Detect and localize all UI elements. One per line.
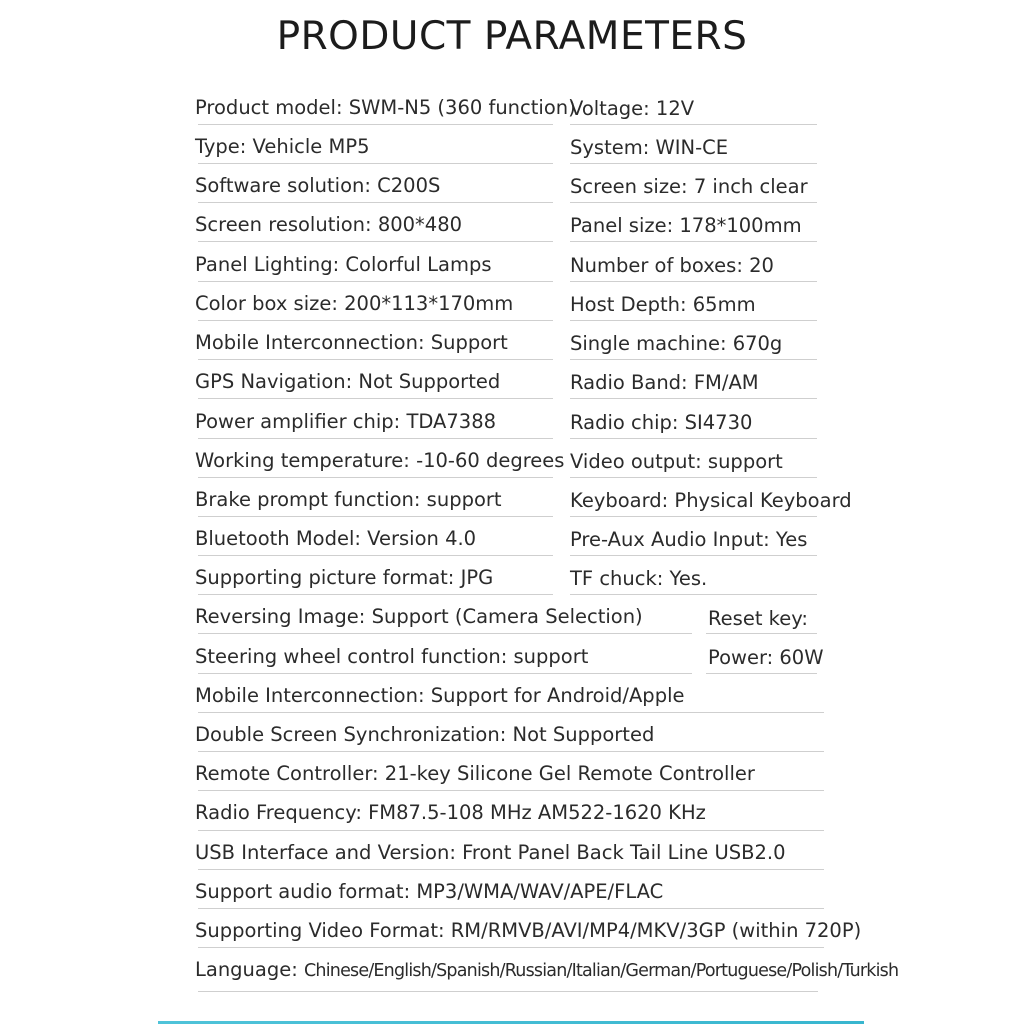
- row-divider: [198, 555, 553, 556]
- param-working-temperature: Working temperature: -10-60 degrees: [195, 449, 565, 472]
- row-divider: [198, 241, 553, 242]
- param-system: System: WIN-CE: [570, 136, 729, 159]
- param-remote-controller: Remote Controller: 21-key Silicone Gel Remote Controller: [195, 762, 755, 785]
- row-divider: [198, 908, 824, 909]
- param-steering-wheel: Steering wheel control function: support: [195, 645, 589, 668]
- row-divider: [198, 477, 553, 478]
- param-bluetooth-model: Bluetooth Model: Version 4.0: [195, 527, 477, 550]
- row-divider: [198, 947, 824, 948]
- param-radio-frequency: Radio Frequency: FM87.5-108 MHz AM522-1620 KHz: [195, 801, 706, 824]
- row-divider: [198, 398, 553, 399]
- row-divider: [570, 516, 817, 517]
- param-power-amplifier-chip: Power amplifier chip: TDA7388: [195, 410, 497, 433]
- param-color-box-size: Color box size: 200*113*170mm: [195, 292, 514, 315]
- param-radio-chip: Radio chip: SI4730: [570, 411, 753, 434]
- param-tf-chuck: TF chuck: Yes.: [570, 567, 708, 590]
- row-divider: [198, 281, 553, 282]
- row-divider: [570, 398, 817, 399]
- row-divider: [570, 438, 817, 439]
- param-voltage: Voltage: 12V: [570, 97, 695, 120]
- row-divider: [198, 124, 553, 125]
- param-number-of-boxes: Number of boxes: 20: [570, 254, 774, 277]
- param-radio-band: Radio Band: FM/AM: [570, 371, 759, 394]
- param-power: Power: 60W: [708, 646, 824, 669]
- row-divider: [198, 633, 692, 634]
- param-reset-key: Reset key:: [708, 607, 808, 630]
- row-divider: [570, 241, 817, 242]
- param-video-format: Supporting Video Format: RM/RMVB/AVI/MP4/MKV/3GP (within 720P): [195, 919, 862, 942]
- row-divider: [198, 320, 553, 321]
- page-title: PRODUCT PARAMETERS: [276, 14, 748, 59]
- param-double-screen-sync: Double Screen Synchronization: Not Supported: [195, 723, 655, 746]
- param-software-solution: Software solution: C200S: [195, 174, 441, 197]
- row-divider: [198, 790, 824, 791]
- param-pre-aux-input: Pre-Aux Audio Input: Yes: [570, 528, 808, 551]
- param-mobile-interconnection: Mobile Interconnection: Support: [195, 331, 508, 354]
- row-divider: [570, 202, 817, 203]
- row-divider: [198, 751, 824, 752]
- row-divider: [570, 359, 817, 360]
- row-divider: [570, 163, 817, 164]
- row-divider: [198, 991, 818, 992]
- row-divider: [198, 830, 824, 831]
- row-divider: [198, 359, 553, 360]
- row-divider: [570, 124, 817, 125]
- param-brake-prompt: Brake prompt function: support: [195, 488, 502, 511]
- param-reversing-image: Reversing Image: Support (Camera Selection): [195, 605, 643, 628]
- param-panel-size: Panel size: 178*100mm: [570, 214, 802, 237]
- param-audio-format: Support audio format: MP3/WMA/WAV/APE/FLAC: [195, 880, 664, 903]
- param-product-model: Product model: SWM-N5 (360 function): [195, 96, 576, 119]
- language-label: Language:: [195, 958, 305, 981]
- row-divider: [198, 673, 692, 674]
- param-gps-navigation: GPS Navigation: Not Supported: [195, 370, 501, 393]
- param-keyboard: Keyboard: Physical Keyboard: [570, 489, 852, 512]
- param-language: [195, 957, 898, 984]
- row-divider: [706, 633, 817, 634]
- param-type: Type: Vehicle MP5: [195, 135, 370, 158]
- row-divider: [198, 202, 553, 203]
- row-divider: [198, 438, 553, 439]
- row-divider: [570, 555, 817, 556]
- param-single-machine: Single machine: 670g: [570, 332, 783, 355]
- param-video-output: Video output: support: [570, 450, 783, 473]
- row-divider: [198, 163, 553, 164]
- param-picture-format: Supporting picture format: JPG: [195, 566, 494, 589]
- row-divider: [570, 281, 817, 282]
- param-usb-interface: USB Interface and Version: Front Panel Back Tail Line USB2.0: [195, 841, 786, 864]
- row-divider: [198, 594, 553, 595]
- row-divider: [198, 516, 553, 517]
- language-value: Chinese/English/Spanish/Russian/Italian/German/Portuguese/Polish/Turkish: [304, 961, 899, 981]
- row-divider: [570, 320, 817, 321]
- param-host-depth: Host Depth: 65mm: [570, 293, 756, 316]
- param-panel-lighting: Panel Lighting: Colorful Lamps: [195, 253, 492, 276]
- param-screen-resolution: Screen resolution: 800*480: [195, 213, 463, 236]
- row-divider: [198, 712, 824, 713]
- param-mobile-interconnection-os: Mobile Interconnection: Support for Android/Apple: [195, 684, 685, 707]
- param-screen-size: Screen size: 7 inch clear: [570, 175, 808, 198]
- row-divider: [198, 869, 824, 870]
- row-divider: [570, 477, 817, 478]
- row-divider: [570, 594, 817, 595]
- row-divider: [706, 673, 817, 674]
